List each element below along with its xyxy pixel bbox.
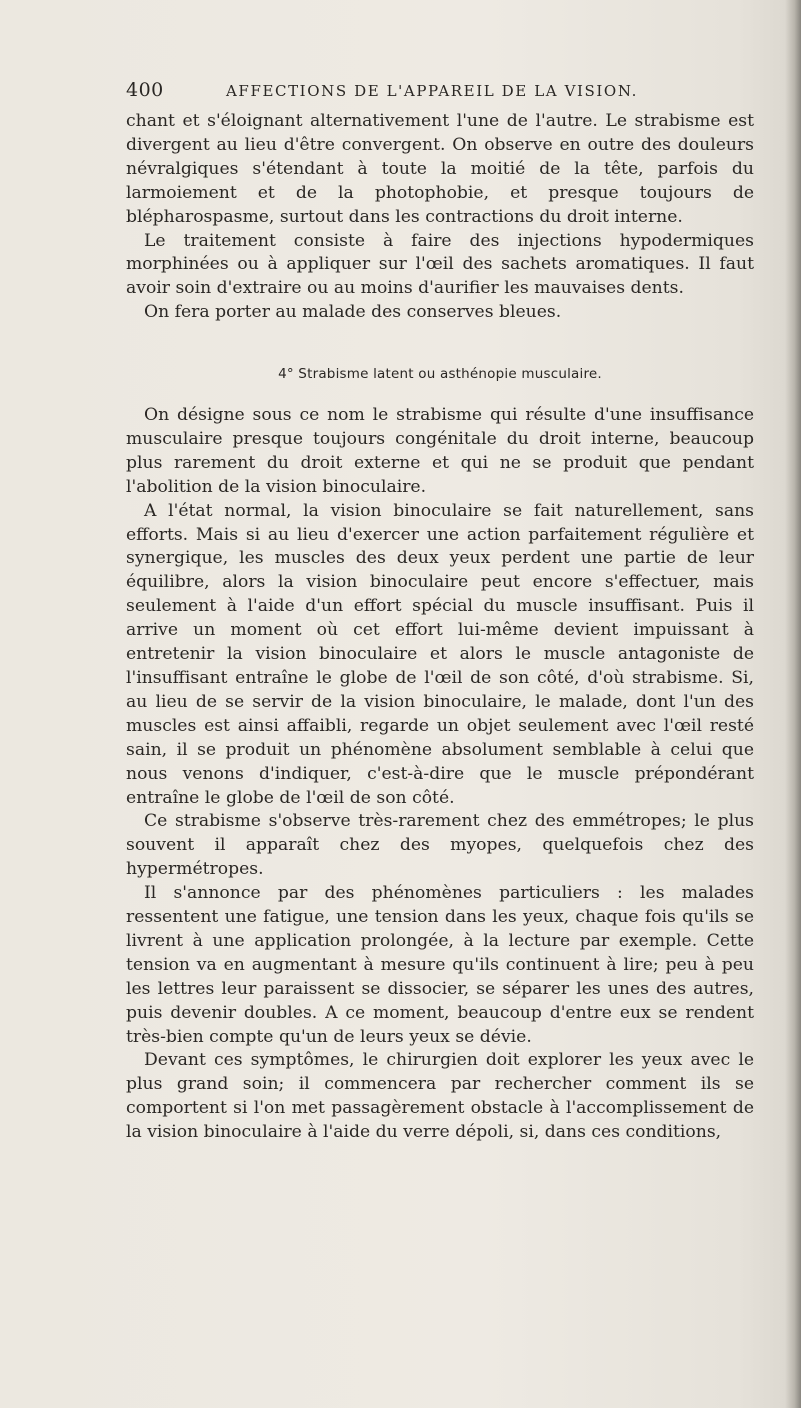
- body-text-bottom: [126, 404, 754, 1145]
- paragraph: chant et s'éloignant alternativement l'une de l'autre. Le strabisme est divergent au lieu d'être convergent. On observe en outre des douleurs névralgiques s'étendant à toute la moitié de la tête, parfois du larmoiement et de la photophobie, et presque toujours de blépharospasme, surtout dans les contractions du droit interne.: [126, 111, 754, 227]
- section-title: 4° Strabisme latent ou asthénopie musculaire.: [278, 366, 602, 382]
- running-head: AFFECTIONS DE L'APPAREIL DE LA VISION.: [226, 82, 638, 100]
- paragraph: On désigne sous ce nom le strabisme qui résulte d'une insuffisance musculaire presque toujours congénitale du droit interne, beaucoup plus rarement du droit externe et qui ne se produit que pendant l'abolition de la vision binoculaire.: [126, 405, 754, 497]
- paragraph: A l'état normal, la vision binoculaire se fait naturellement, sans efforts. Mais si au lieu d'exercer une action parfaitement régulière et synergique, les muscles des deux yeux perdent une partie de leur équilibre, alors la vision binoculaire peut encore s'effectuer, mais seulement à l'aide d'un effort spécial du muscle insuffisant. Puis il arrive un moment où cet effort lui-même devient impuissant à entretenir la vision binoculaire et alors le muscle antagoniste de l'insuffisant entraîne le globe de l'œil de son côté, d'où strabisme. Si, au lieu de se servir de la vision binoculaire, le malade, dont l'un des muscles est ainsi affaibli, regarde un objet seulement avec l'œil resté sain, il se produit un phénomène absolument semblable à celui que nous venons d'indiquer, c'est-à-dire que le muscle prépondérant entraîne le globe de l'œil de son côté.: [126, 500, 754, 808]
- body-text-top: [126, 110, 754, 325]
- paragraph: On fera porter au malade des conserves bleues.: [144, 302, 562, 323]
- page-header: [126, 79, 746, 107]
- paragraph: Devant ces symptômes, le chirurgien doit explorer les yeux avec le plus grand soin; il commencera par rechercher comment ils se comportent si l'on met passagèrement obstacle à l'accomplissement de la vision binoculaire à l'aide du verre dépoli, si, dans ces conditions,: [126, 1050, 754, 1143]
- page-edge-shadow: [785, 0, 801, 1408]
- page-number: 400: [126, 79, 164, 101]
- paragraph: Le traitement consiste à faire des injections hypodermiques morphinées ou à appliquer sur l'œil des sachets aromatiques. Il faut avoir soin d'extraire ou au moins d'aurifier les mauvaises dents.: [126, 230, 754, 299]
- paragraph: Il s'annonce par des phénomènes particuliers : les malades ressentent une fatigue, une tension dans les yeux, chaque fois qu'ils se livrent à une application prolongée, à la lecture par exemple. Cette tension va en augmentant à mesure qu'ils continuent à lire; peu à peu les lettres leur paraissent se dissocier, se séparer les unes des autres, puis devenir doubles. A ce moment, beaucoup d'entre eux se rendent très-bien compte qu'un de leurs yeux se dévie.: [126, 883, 754, 1047]
- paragraph: Ce strabisme s'observe très-rarement chez des emmétropes; le plus souvent il apparaît chez des myopes, quelquefois chez des hypermétropes.: [126, 811, 754, 880]
